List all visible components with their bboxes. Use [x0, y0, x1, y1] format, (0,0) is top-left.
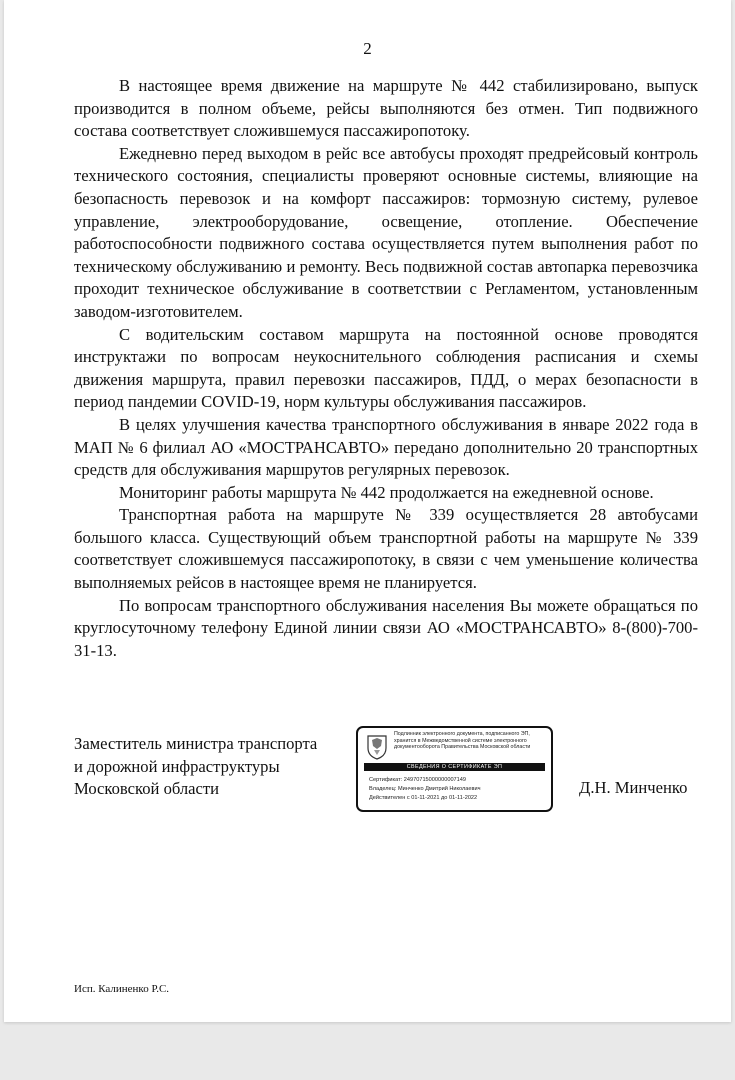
paragraph-contact-phone: По вопросам транспортного обслуживания населения Вы можете обращаться по круглосуточному телефону Единой линии связи АО «МОСТРАНСАВТО» 8-(800)-700-31-13.	[74, 595, 698, 660]
stamp-notice	[394, 731, 549, 751]
paragraph-route-339: Транспортная работа на маршруте № 339 осуществляется 28 автобусами большого класса. Существующий объем транспортной работы на маршруте № 339 соответствует сложившемуся пассажиропотоку, в связи с чем уменьшение количества выполняемых рейсов в настоящее время не планируется.	[74, 505, 698, 593]
stamp-header: СВЕДЕНИЯ О СЕРТИФИКАТЕ ЭП	[364, 763, 545, 771]
paragraph-technical-control: Ежедневно перед выходом в рейс все автобусы проходят предрейсовый контроль технического состояния, специалисты проверяют основные системы, влияющие на безопасность перевозок и на комфорт пассажиров: тормозную систему, рулевое управление, электрооборудование, освещение, отопление. Обеспечение работоспособности подвижного состава осуществляется путем выполнения работ по техническому обслуживанию и ремонту. Весь подвижной состав автопарка перевозчика проходит техническое обслуживание в соответствии с Регламентом, установленным заводом-изготовителем.	[74, 143, 698, 321]
signer-name: Д.Н. Минченко	[579, 778, 688, 797]
paragraph-driver-instructions: С водительским составом маршрута на постоянной основе проводятся инструктажи по вопросам неукоснительного соблюдения расписания и схемы движения маршрута, правил перевозки пассажиров, ПДД, о мерах безопасности в период пандемии COVID-19, норм культуры обслуживания пассажиров.	[74, 324, 698, 412]
document-page	[4, 0, 731, 1022]
executor-note: Исп. Калиненко Р.С.	[74, 983, 170, 995]
stamp-owner: Владелец: Минченко Дмитрий Николаевич	[369, 786, 481, 792]
paragraph-additional-vehicles: В целях улучшения качества транспортного обслуживания в январе 2022 года в МАП № 6 филиал АО «МОСТРАНСАВТО» передано дополнительно 20 транспортных средств для обслуживания маршрутов регулярных перевозок.	[74, 414, 698, 480]
signer-position-line: и дорожной инфраструктуры	[74, 756, 280, 776]
paragraph-route-442-status: В настоящее время движение на маршруте № 442 стабилизировано, выпуск производится в полном объеме, рейсы выполняются без отмен. Тип подвижного состава соответствует сложившемуся пассажиропотоку.	[74, 76, 698, 141]
signer-position-line: Московской области	[74, 779, 220, 799]
stamp-notice-line: хранится в Межведомственной системе электронного	[394, 737, 527, 744]
signer-position	[74, 733, 317, 801]
page-number: 2	[363, 39, 372, 58]
stamp-validity: Действителен с 01-11-2021 до 01-11-2022	[369, 795, 478, 801]
stamp-notice-line: документооборота Правительства Московской области	[394, 744, 531, 751]
coat-of-arms-icon	[366, 734, 388, 760]
paragraph-monitoring: Мониторинг работы маршрута № 442 продолжается на ежедневной основе.	[119, 482, 654, 502]
stamp-notice-line: Подлинник электронного документа, подписанного ЭП,	[394, 731, 530, 737]
letter-body	[74, 75, 698, 662]
electronic-signature-stamp	[356, 726, 553, 812]
signer-position-line: Заместитель министра транспорта	[74, 734, 318, 753]
stamp-certificate: Сертификат: 24970715000000007149	[369, 777, 467, 783]
